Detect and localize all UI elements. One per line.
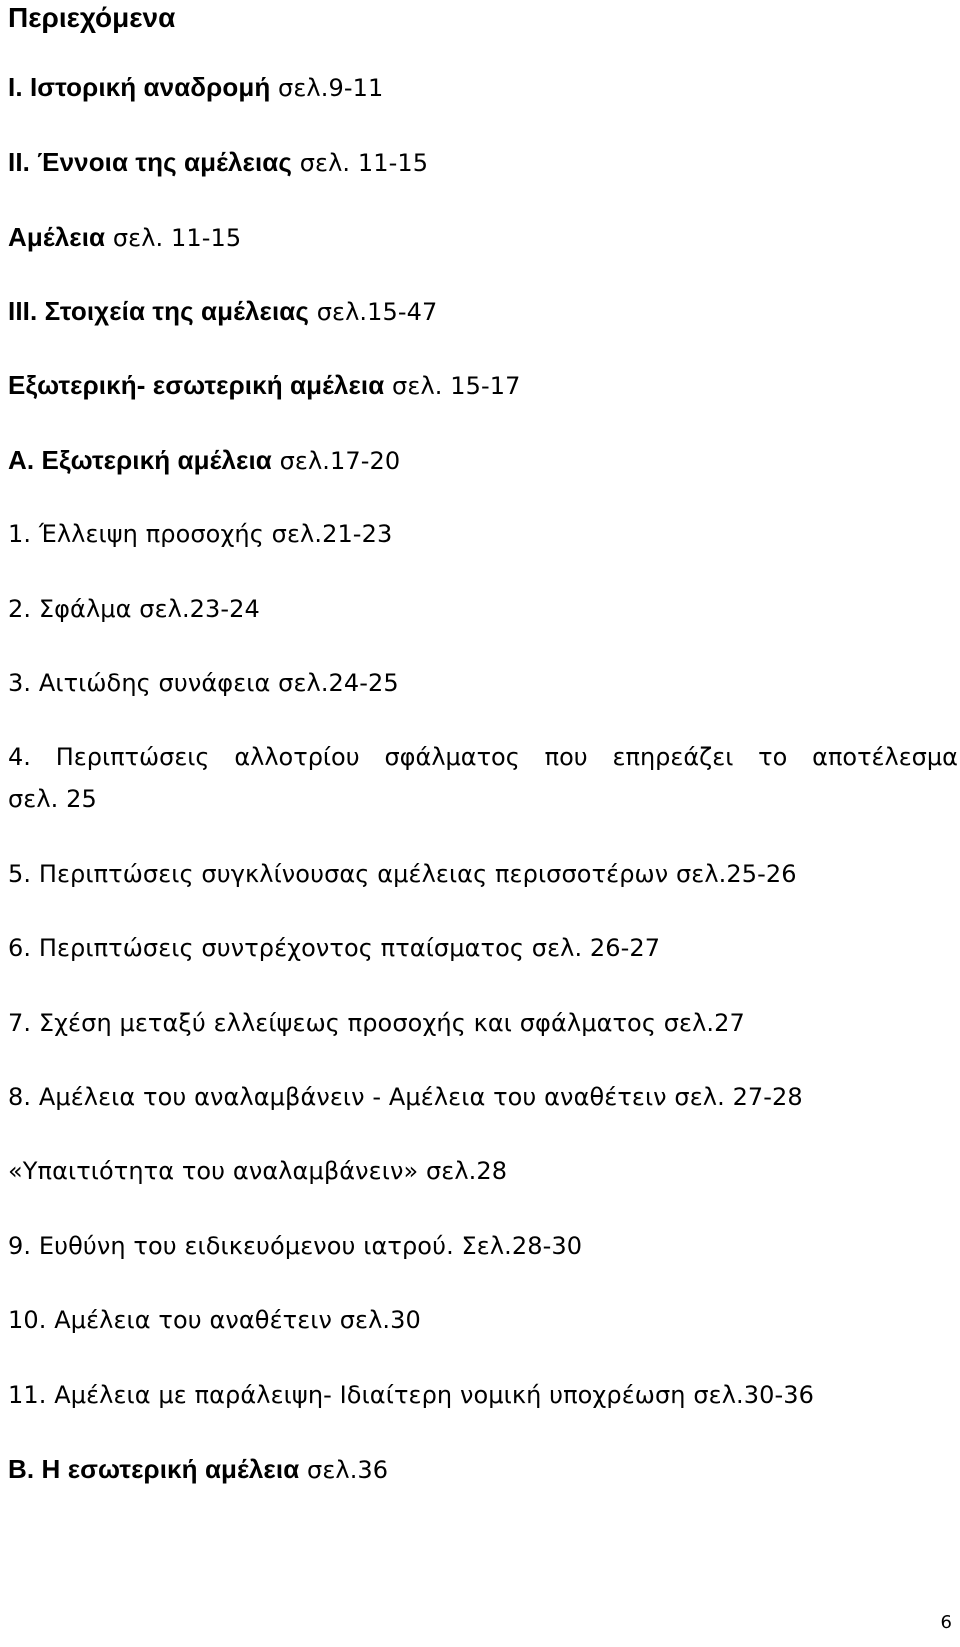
toc-entry-4-page: σελ. 25 [8,785,97,813]
toc-entry-4: 4. Περιπτώσεις αλλοτρίου σφάλματος που επηρεάζει το αποτέλεσμα [8,743,958,771]
toc-entry-internal-negligence: Β. Η εσωτερική αμέλεια σελ.36 [8,1454,389,1484]
toc-entry-external-internal-negligence: Εξωτερική- εσωτερική αμέλεια σελ. 15-17 [8,370,521,400]
toc-title: Περιεχόμενα [8,2,176,33]
toc-entry-2: 2. Σφάλμα σελ.23-24 [8,595,260,623]
page-number: 6 [940,1612,952,1633]
toc-entry-historical-review: I. Ιστορική αναδρομή σελ.9-11 [8,72,384,102]
toc-entry-negligence: Αμέλεια σελ. 11-15 [8,222,242,252]
toc-entry-5: 5. Περιπτώσεις συγκλίνουσας αμέλειας περισσοτέρων σελ.25-26 [8,860,797,888]
toc-entry-concept-of-negligence: ΙΙ. Έννοια της αμέλειας σελ. 11-15 [8,147,429,177]
toc-entry-undertaking-culpability: «Υπαιτιότητα του αναλαμβάνειν» σελ.28 [8,1157,508,1185]
toc-entry-3: 3. Αιτιώδης συνάφεια σελ.24-25 [8,669,399,697]
toc-entry-1: 1. Έλλειψη προσοχής σελ.21-23 [8,520,393,548]
toc-entry-8: 8. Αμέλεια του αναλαμβάνειν - Αμέλεια του αναθέτειν σελ. 27-28 [8,1083,803,1111]
toc-entry-11: 11. Αμέλεια με παράλειψη- Ιδιαίτερη νομική υποχρέωση σελ.30-36 [8,1381,815,1409]
toc-entry-10: 10. Αμέλεια του αναθέτειν σελ.30 [8,1306,421,1334]
toc-entry-external-negligence: Α. Εξωτερική αμέλεια σελ.17-20 [8,445,401,475]
toc-entry-7: 7. Σχέση μεταξύ ελλείψεως προσοχής και σφάλματος σελ.27 [8,1009,745,1037]
toc-entry-elements-of-negligence: ΙΙΙ. Στοιχεία της αμέλειας σελ.15-47 [8,296,438,326]
toc-entry-6: 6. Περιπτώσεις συντρέχοντος πταίσματος σελ. 26-27 [8,934,661,962]
toc-entry-9: 9. Ευθύνη του ειδικευόμενου ιατρού. Σελ.28-30 [8,1232,583,1260]
